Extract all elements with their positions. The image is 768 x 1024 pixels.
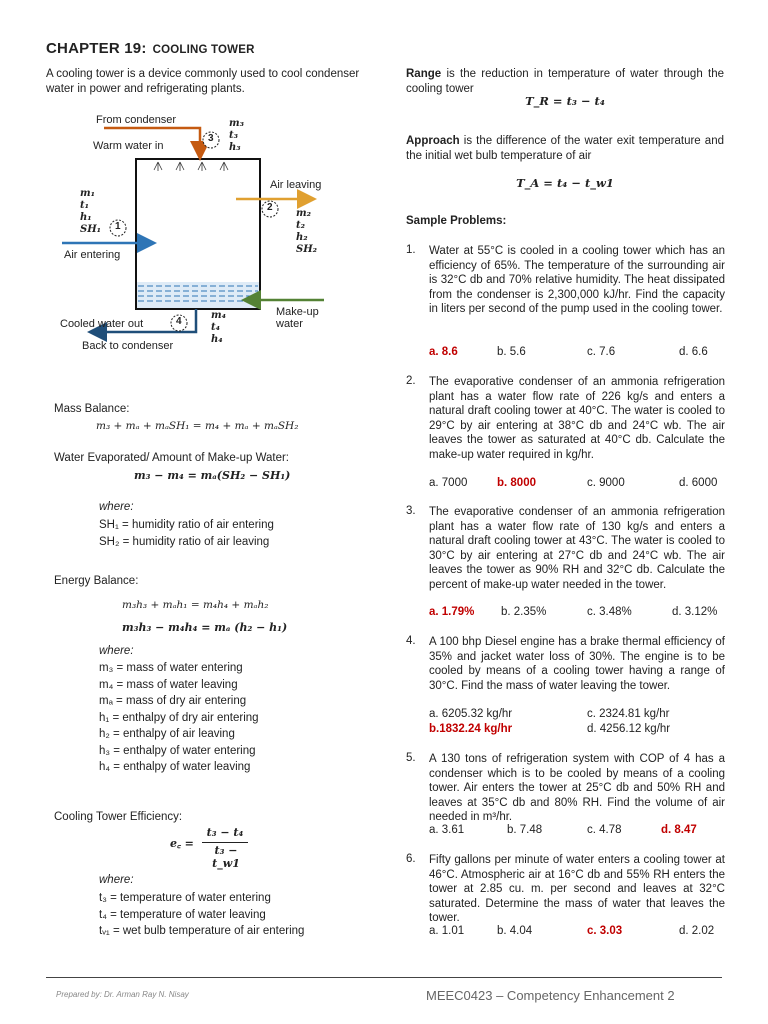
var-h3: h₃ — [229, 142, 241, 153]
choice-a-answer: a. 8.6 — [429, 346, 458, 358]
water-evaporated-equation: m₃ − m₄ = mₐ(SH₂ − SH₁) — [134, 469, 291, 482]
var-m2: m₂ — [296, 208, 311, 219]
chapter-topic: COOLING TOWER — [152, 44, 255, 56]
efficiency-lhs: e꜀ = — [170, 837, 194, 850]
energy-balance-equation-2: m₃h₃ − m₄h₄ = mₐ (h₂ − h₁) — [122, 621, 288, 634]
spray-nozzles — [154, 162, 228, 171]
intro-paragraph: A cooling tower is a device commonly used to cool condenser water in power and refrigerating plants. — [46, 68, 360, 95]
choice-a: a. 6205.32 kg/hr — [429, 708, 513, 720]
range-term: Range — [406, 68, 442, 80]
vars-point-4 — [211, 310, 226, 346]
problem-number: 1. — [406, 244, 416, 256]
efficiency-label: Cooling Tower Efficiency: — [54, 811, 183, 823]
choice-a-answer: a. 1.79% — [429, 606, 475, 618]
def-h1: h₁ = enthalpy of dry air entering — [99, 711, 259, 724]
var-sh1: SH₁ — [80, 224, 102, 235]
energy-balance-label: Energy Balance: — [54, 575, 139, 587]
point-2-label: 2 — [267, 202, 273, 213]
energy-where: where: — [99, 645, 134, 657]
choice-b: b. 5.6 — [497, 346, 526, 358]
choice-d: d. 3.12% — [672, 606, 718, 618]
approach-equation: T_A = t₄ − t_w1 — [516, 176, 614, 190]
choice-a: a. 1.01 — [429, 925, 465, 937]
def-t4: t₄ = temperature of water leaving — [99, 908, 266, 921]
page-title — [46, 40, 255, 57]
approach-text: is the difference of the water exit temperature and the initial wet bulb temperature of air — [406, 135, 724, 162]
problem-text: A 130 tons of refrigeration system with COP of 4 has a condenser which is to be cooled by means of a cooling tower. Air enters the tower at 25°C db and 50% RH and leaves at 35°C db and 80% RH. Find the volume of air needed in m³/hr. — [429, 753, 725, 823]
label-cooled-water-out: Cooled water out — [60, 318, 144, 330]
vars-point-1 — [80, 188, 101, 236]
efficiency-where: where: — [99, 874, 134, 886]
choice-a: a. 3.61 — [429, 824, 465, 836]
energy-balance-equation-1: m₃h₃ + mₐh₁ = m₄h₄ + mₐh₂ — [122, 599, 269, 611]
label-back-to-condenser: Back to condenser — [82, 340, 174, 352]
label-warm-water-in: Warm water in — [93, 140, 164, 152]
def-h4: h₄ = enthalpy of water leaving — [99, 761, 251, 773]
var-t1: t₁ — [80, 200, 89, 211]
label-air-entering: Air entering — [64, 249, 121, 261]
problem-text: Water at 55°C is cooled in a cooling tower which has an efficiency of 65%. The temperature of the surrounding air is 32°C db and 70% relative humidity. The heat dissipated from the condenser is 2,300,000 kJ/hr. Find the capacity in liters per second of the pump used in the cooling tower. — [429, 245, 725, 315]
choice-a: a. 7000 — [429, 477, 468, 489]
choice-b-answer: b. 8000 — [497, 477, 536, 489]
mass-balance-label: Mass Balance: — [54, 403, 130, 415]
chapter-number: CHAPTER 19: — [46, 40, 147, 57]
var-m4: m₄ — [211, 310, 226, 321]
def-t3: t₃ = temperature of water entering — [99, 892, 271, 904]
label-makeup-water-2: water — [276, 318, 303, 330]
footer-divider — [46, 977, 722, 978]
var-h2: h₂ — [296, 232, 308, 243]
problem-number: 5. — [406, 752, 416, 764]
choice-d: d. 6000 — [679, 477, 718, 489]
def-sh1: SH₁ = humidity ratio of air entering — [99, 519, 274, 531]
point-4-label: 4 — [176, 316, 182, 327]
fraction-bar — [202, 842, 248, 843]
footer-course: MEEC0423 – Competency Enhancement 2 — [426, 988, 675, 1003]
var-sh2: SH₂ — [296, 244, 318, 255]
var-m1: m₁ — [80, 188, 95, 199]
def-sh2: SH₂ = humidity ratio of air leaving — [99, 535, 270, 548]
footer-author: Prepared by: Dr. Arman Ray N. Nisay — [56, 990, 189, 999]
range-equation: T_R = t₃ − t₄ — [525, 94, 605, 108]
water-evap-definitions — [99, 517, 274, 550]
choice-d: d. 4256.12 kg/hr — [587, 723, 671, 735]
problem-text: The evaporative condenser of an ammonia refrigeration plant has a water flow rate of 226 kg/s and enters a natural draft cooling tower at 40°C. The water is cooled to 29°C by air entering at 38°C db and 24°C wb. The air leaves the tower as saturated at 40°C db. Calculate the make-up water required in kg/hr. — [429, 376, 725, 461]
label-air-leaving: Air leaving — [270, 179, 322, 191]
def-h3: h₃ = enthalpy of water entering — [99, 744, 256, 757]
choice-d: d. 2.02 — [679, 925, 715, 937]
point-3-label: 3 — [208, 133, 214, 144]
choice-c-answer: c. 3.03 — [587, 925, 623, 937]
var-m3: m₃ — [229, 118, 244, 129]
choice-c: c. 9000 — [587, 477, 625, 489]
choice-c: c. 4.78 — [587, 824, 622, 836]
def-tw1: tᵥ₁ = wet bulb temperature of air entering — [99, 925, 305, 937]
choice-d-answer: d. 8.47 — [661, 824, 697, 836]
problem-text: A 100 bhp Diesel engine has a brake thermal efficiency of 35% and jacket water loss of 30%. The engine is to be cooled by means of a cooling tower having a range of 30°C. Find the mass of water leaving the tower. — [429, 636, 725, 692]
range-definition — [406, 67, 724, 96]
def-m4: m₄ = mass of water leaving — [99, 678, 238, 691]
efficiency-equation — [170, 826, 280, 870]
def-h2: h₂ = enthalpy of air leaving — [99, 728, 235, 740]
sample-problems-title: Sample Problems: — [406, 215, 507, 227]
problem-number: 3. — [406, 505, 416, 517]
efficiency-definitions — [99, 890, 304, 940]
var-t3: t₃ — [229, 130, 238, 141]
water-evaporated-label: Water Evaporated/ Amount of Make-up Water: — [54, 452, 290, 464]
problem-text: The evaporative condenser of an ammonia refrigeration plant has a water flow rate of 130 kg/s and enters a natural draft cooling tower at 43°C. The water is cooled to 30°C by air entering at 27°C db and 24°C wb. The air leaves the tower as 90% RH and 32°C db. Calculate the percent of make-up water needed in the tower. — [429, 506, 725, 591]
energy-definitions — [99, 660, 259, 776]
efficiency-numerator: t₃ − t₄ — [206, 826, 244, 839]
cooling-tower-diagram — [46, 110, 376, 360]
label-from-condenser: From condenser — [96, 114, 177, 126]
choice-c: c. 7.6 — [587, 346, 616, 358]
problem-text: Fifty gallons per minute of water enters a cooling tower at 46°C. Atmospheric air at 16°C db and 55% RH enters the tower at 2.85 cu. m. per second and leaves at 32°C saturated. Determine the mass of water that leaves the tower. — [429, 854, 725, 924]
var-t2: t₂ — [296, 220, 305, 231]
choice-c: c. 2324.81 kg/hr — [587, 708, 670, 720]
vars-point-3 — [229, 118, 244, 154]
water-evap-where: where: — [99, 501, 134, 513]
vars-point-2 — [296, 208, 317, 256]
var-t4: t₄ — [211, 322, 220, 333]
approach-term: Approach — [406, 135, 460, 147]
def-m3: m₃ = mass of water entering — [99, 662, 243, 674]
var-h4: h₄ — [211, 334, 223, 345]
choice-c: c. 3.48% — [587, 606, 632, 618]
point-1-label: 1 — [115, 221, 121, 232]
mass-balance-equation: m₃ + mₐ + mₐSH₁ = m₄ + mₐ + mₐSH₂ — [96, 420, 299, 432]
choice-b: b. 4.04 — [497, 925, 533, 937]
approach-definition — [406, 134, 724, 163]
choice-b: b. 7.48 — [507, 824, 543, 836]
def-ma: mₐ = mass of dry air entering — [99, 695, 247, 707]
choice-b-answer: b.1832.24 kg/hr — [429, 723, 513, 735]
choice-d: d. 6.6 — [679, 346, 708, 358]
problem-number: 4. — [406, 635, 416, 647]
choice-b: b. 2.35% — [501, 606, 547, 618]
range-text: is the reduction in temperature of water through the cooling tower — [406, 68, 724, 95]
problem-number: 2. — [406, 375, 416, 387]
problem-number: 6. — [406, 853, 416, 865]
label-makeup-water-1: Make-up — [276, 306, 319, 318]
var-h1: h₁ — [80, 212, 92, 223]
efficiency-denominator: t₃ − t_w1 — [212, 844, 240, 870]
